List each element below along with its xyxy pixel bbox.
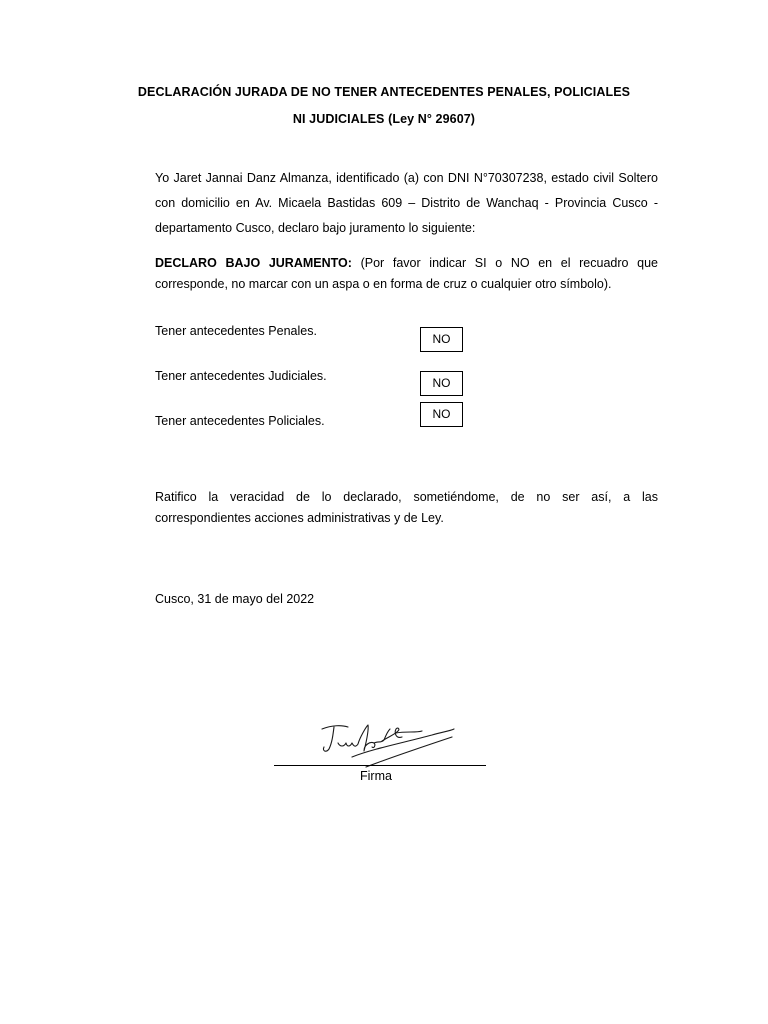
item-label-judiciales: Tener antecedentes Judiciales. (155, 369, 327, 383)
declaration-line-1 (155, 253, 658, 274)
intro-line-2: con domicilio en Av. Micaela Bastidas 609 – Distrito de Wanchaq - Provincia Cusco - (155, 196, 658, 210)
item-label-penales: Tener antecedentes Penales. (155, 324, 317, 338)
ratification-line-2: correspondientes acciones administrativas y de Ley. (155, 511, 444, 525)
answer-box-policiales: NO (420, 402, 463, 427)
declaration-paragraph (155, 253, 658, 295)
declaration-lead: DECLARO BAJO JURAMENTO: (155, 256, 352, 270)
signature-caption: Firma (360, 769, 392, 783)
handwritten-signature (312, 713, 462, 773)
declaration-line-1-rest: (Por favor indicar SI o NO en el recuadro que (351, 256, 658, 270)
signature-block (272, 713, 492, 788)
declaration-line-2: corresponde, no marcar con un aspa o en forma de cruz o cualquier otro símbolo). (155, 277, 612, 291)
intro-paragraph (155, 166, 658, 241)
answer-box-penales: NO (420, 327, 463, 352)
signature-line (274, 765, 486, 766)
ratification-paragraph (155, 487, 658, 529)
document-title-line-1: DECLARACIÓN JURADA DE NO TENER ANTECEDENTES PENALES, POLICIALES (137, 85, 631, 99)
intro-line-1: Yo Jaret Jannai Danz Almanza, identificado (a) con DNI N°70307238, estado civil Soltero (155, 171, 658, 185)
document-title-line-2: NI JUDICIALES (Ley N° 29607) (292, 112, 476, 126)
date-line: Cusco, 31 de mayo del 2022 (155, 592, 315, 606)
answer-box-judiciales: NO (420, 371, 463, 396)
item-label-policiales: Tener antecedentes Policiales. (155, 414, 325, 428)
ratification-line-1: Ratifico la veracidad de lo declarado, sometiéndome, de no ser así, a las (155, 490, 658, 504)
intro-line-3: departamento Cusco, declaro bajo juramento lo siguiente: (155, 221, 476, 235)
